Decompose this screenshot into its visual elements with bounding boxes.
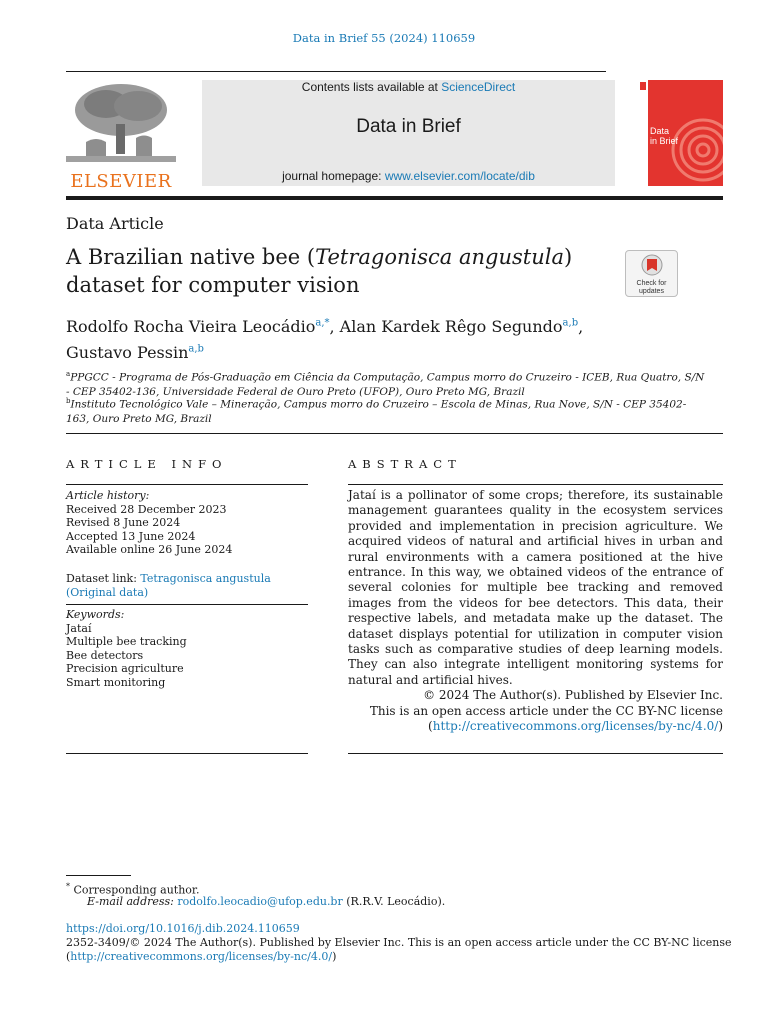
affiliation-b [66,394,706,426]
abstract-paragraph: Jataí is a pollinator of some crops; therefore, its sustainable management guarantees quality in the ecosystem services provided and implementation in precision agriculture. We acquired videos of natural and artificial hives in urban and rural environments with a camera positioned at the hive entrance. In this way, we obtained videos of the entrance of several colonies for multiple bee tracking and removed images from the videos for bee detectors. This data, their respective labels, and metadata make up the dataset. The dataset displays potential for utilization in computer vision tasks such as comparative studies of deep learning models. They can also integrate intelligent monitoring systems for natural and artificial hives. [348,488,723,687]
title-part-1: A Brazilian native bee ( [66,245,316,269]
history-label: Article history: [66,489,150,502]
crossmark-label-line2: updates [639,288,664,295]
footer-license-link[interactable]: http://creativecommons.org/licenses/by-nc/4.0/ [70,950,333,963]
contents-line [202,80,615,94]
email-note [87,894,727,909]
author-separator: , [578,317,584,337]
journal-citation[interactable]: Data in Brief 55 (2024) 110659 [292,31,476,45]
doi-link[interactable]: https://doi.org/10.1016/j.dib.2024.110659 [66,922,300,935]
author-list [66,313,706,364]
keyword-item: Smart monitoring [66,675,166,689]
abstract-bottom-rule [348,753,723,754]
cover-title-line2: in Brief [650,136,679,146]
keyword-item: Precision agriculture [66,662,184,675]
affiliation-mark: b [66,397,71,405]
corresponding-text: Corresponding author. [73,883,200,897]
journal-title: Data in Brief [356,116,461,137]
author-2[interactable] [340,317,578,336]
keyword-item: Bee detectors [66,648,144,662]
author-separator: , [329,317,340,337]
dataset-link-block [66,572,306,599]
received-date: Received 28 December 2023 [66,502,227,516]
keyword-item: Jataí [66,621,92,635]
crossmark-label [626,280,677,296]
author-affil-mark[interactable]: a,b [562,318,579,329]
abstract-body [348,488,723,735]
author-3[interactable] [66,343,204,362]
dataset-prefix: Dataset link: [66,572,141,585]
affiliation-rule [66,433,723,434]
author-affil-mark[interactable]: a,* [315,318,330,329]
abstract-heading: ABSTRACT [348,457,462,471]
footnote-mark: * [66,882,70,891]
accepted-date: Accepted 13 June 2024 [66,529,196,543]
homepage-line [202,169,615,183]
top-rule [66,71,606,72]
author-affil-mark[interactable]: a,b [188,343,204,355]
homepage-link[interactable]: www.elsevier.com/locate/dib [384,169,535,183]
online-date: Available online 26 June 2024 [66,543,233,556]
keyword-item: Multiple bee tracking [66,635,187,648]
title-species: Tetragonisca angustula [315,245,564,269]
abstract-copyright: © 2024 The Author(s). Published by Elsevier Inc. [423,688,723,703]
keywords-rule [66,604,308,605]
cover-title [650,126,678,146]
elsevier-tree-icon [66,80,176,165]
keywords-block [66,608,306,689]
email-label: E-mail address: [87,895,178,908]
elsevier-wordmark: ELSEVIER [70,171,172,192]
abstract-license-link[interactable]: http://creativecommons.org/licenses/by-nc/4.0/ [432,719,719,734]
author-name: Rodolfo Rocha Vieira Leocádio [66,317,316,337]
cover-title-line1: Data [650,126,670,136]
author-name: Alan Kardek Rêgo Segundo [339,317,563,337]
footnote-rule [66,875,131,876]
author-1[interactable] [66,317,330,336]
abstract-license: This is an open access article under the CC BY-NC license [369,703,723,718]
article-type: Data Article [66,214,164,233]
email-link[interactable]: rodolfo.leocadio@ufop.edu.br [177,895,343,908]
header-thick-rule [66,196,723,200]
abstract-license-link-line: (http://creativecommons.org/licenses/by-nc/4.0/) [428,719,723,734]
article-info-heading: ARTICLE INFO [66,457,228,471]
title-part-2: ) dataset for computer vision [66,245,573,297]
article-title [66,243,626,299]
journal-cover-thumbnail[interactable] [638,80,723,186]
affiliation-text: Instituto Tecnológico Vale – Mineração, Campus morro do Cruzeiro – Escola de Minas, Rua Nove, S/N - CEP 35402-163, Ouro Preto MG, Brazil [66,398,687,425]
article-info-bottom-rule [66,753,308,754]
footer-license-line: (http://creativecommons.org/licenses/by-nc/4.0/) [66,950,337,963]
crossmark-label-line1: Check for [636,280,667,287]
journal-header-box [202,80,615,186]
check-for-updates-badge[interactable] [625,250,678,297]
author-name: Gustavo Pessin [66,342,189,362]
affiliation-text: PPGCC - Programa de Pós-Graduação em Ciência da Computação, Campus morro do Cruzeiro - ICEB, Rua Quatro, S/N - CEP 35402-136, Universidade Federal de Ouro Preto (UFOP), Ouro Preto MG, Brazil [66,371,705,398]
article-history [66,489,306,557]
contents-prefix: Contents lists available at [301,80,442,94]
email-suffix: (R.R.V. Leocádio). [342,895,446,908]
issn-line: 2352-3409/© 2024 The Author(s). Published by Elsevier Inc. This is an open access article under the CC BY-NC license [66,936,732,949]
article-info-rule [66,484,308,485]
revised-date: Revised 8 June 2024 [66,516,181,529]
abstract-rule [348,484,723,485]
crossmark-icon [641,254,663,276]
homepage-prefix: journal homepage: [282,169,385,183]
keywords-label: Keywords: [66,608,125,621]
dataset-link[interactable]: Tetragonisca angustula (Original data) [66,572,271,599]
affiliation-mark: a [66,370,71,378]
elsevier-logo [66,80,176,192]
sciencedirect-link[interactable]: ScienceDirect [441,80,516,94]
